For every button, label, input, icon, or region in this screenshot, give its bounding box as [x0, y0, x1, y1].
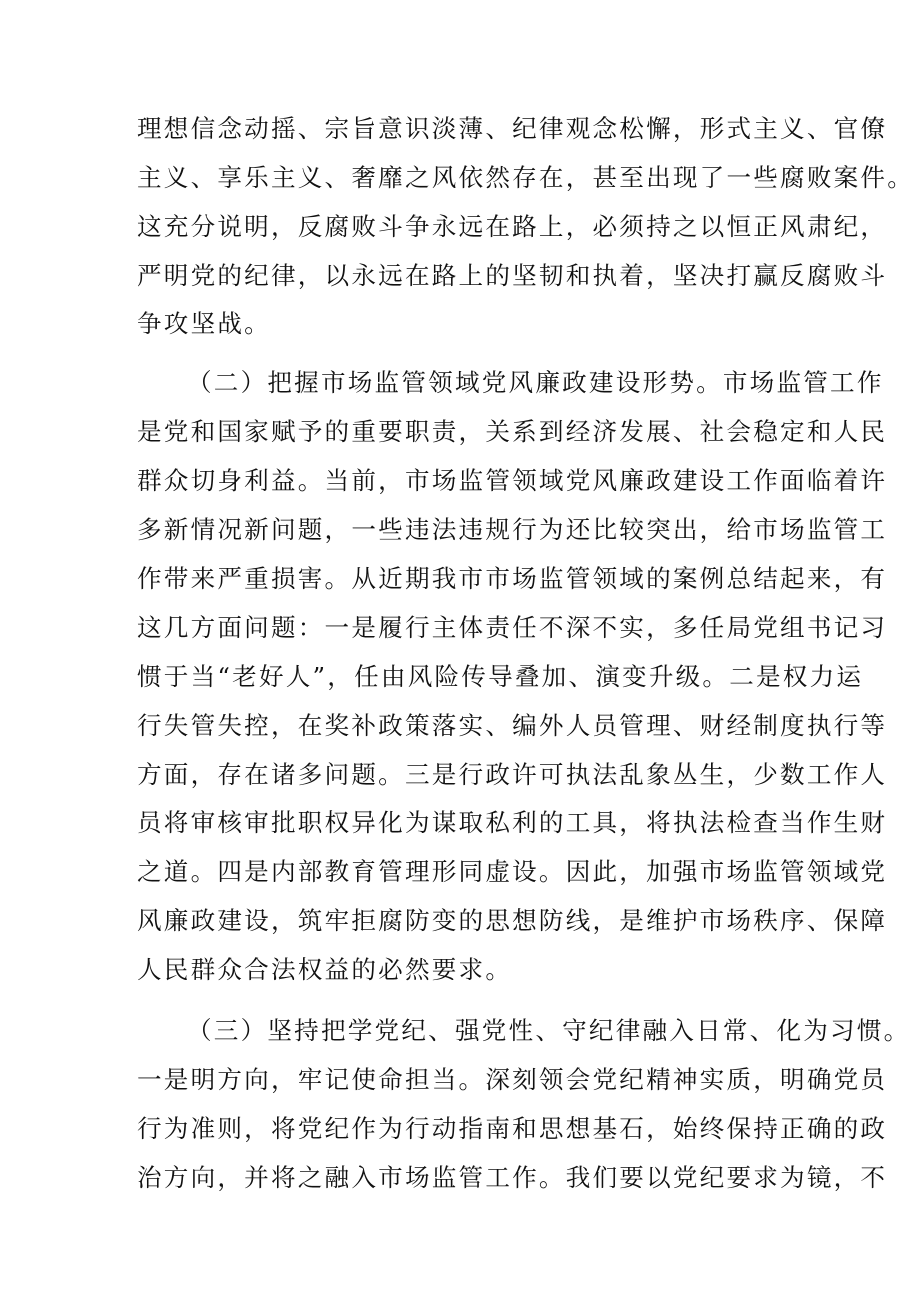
text-line: 这几方面问题：一是履行主体责任不深不实，多任局党组书记习 [137, 613, 888, 642]
text-line: 人民群众合法权益的必然要求。 [137, 955, 513, 984]
text-line: 行失管失控，在奖补政策落实、编外人员管理、财经制度执行等 [137, 711, 888, 740]
text-line: 风廉政建设，筑牢拒腐防变的思想防线，是维护市场秩序、保障 [137, 906, 888, 935]
text-line: 群众切身利益。当前，市场监管领域党风廉政建设工作面临着许 [137, 466, 888, 495]
text-line: 作带来严重损害。从近期我市市场监管领域的案例总结起来，有 [137, 564, 888, 593]
text-line: 行为准则，将党纪作为行动指南和思想基石，始终保持正确的政 [137, 1114, 888, 1143]
text-line: 一是明方向，牢记使命担当。深刻领会党纪精神实质，明确党员 [137, 1065, 888, 1094]
text-line: 争攻坚战。 [137, 309, 271, 338]
text-line: 之道。四是内部教育管理形同虚设。因此，加强市场监管领域党 [137, 857, 888, 886]
text-line: 是党和国家赋予的重要职责，关系到经济发展、社会稳定和人民 [137, 417, 888, 446]
text-line: 理想信念动摇、宗旨意识淡薄、纪律观念松懈，形式主义、官僚 [137, 114, 888, 143]
text-line: 这充分说明，反腐败斗争永远在路上，必须持之以恒正风肃纪， [137, 212, 888, 241]
section-heading-line: （三）坚持把学党纪、强党性、守纪律融入日常、化为习惯。 [187, 1016, 911, 1045]
section-heading-line: （二）把握市场监管领域党风廉政建设形势。市场监管工作 [187, 368, 884, 397]
text-line: 惯于当“老好人”，任由风险传导叠加、演变升级。二是权力运 [137, 662, 864, 691]
text-line: 主义、享乐主义、奢靡之风依然存在，甚至出现了一些腐败案件。 [137, 163, 915, 192]
text-line: 方面，存在诸多问题。三是行政许可执法乱象丛生，少数工作人 [137, 760, 888, 789]
text-line: 员将审核审批职权异化为谋取私利的工具，将执法检查当作生财 [137, 808, 888, 837]
text-line: 严明党的纪律，以永远在路上的坚韧和执着，坚决打赢反腐败斗 [137, 261, 888, 290]
text-line: 多新情况新问题，一些违法违规行为还比较突出，给市场监管工 [137, 515, 888, 544]
text-line: 治方向，并将之融入市场监管工作。我们要以党纪要求为镜，不 [137, 1163, 888, 1192]
